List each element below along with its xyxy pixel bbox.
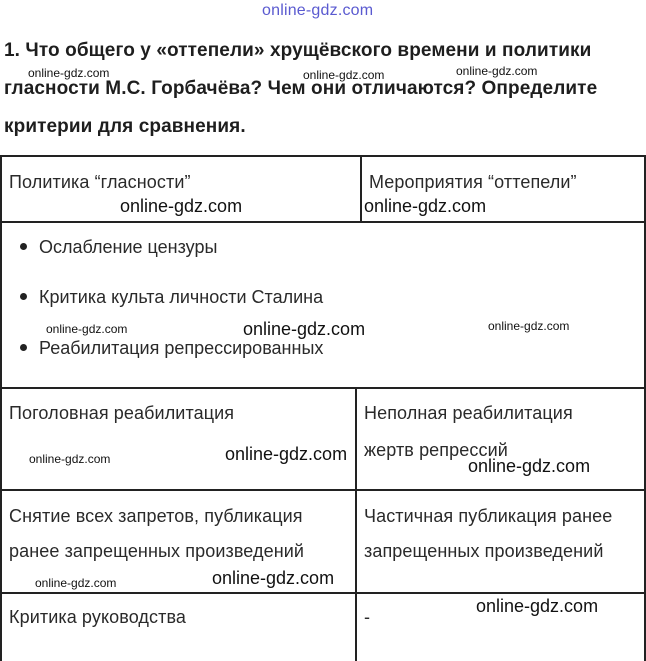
watermark: online-gdz.com	[225, 444, 348, 464]
watermark: online-gdz.com	[120, 196, 243, 216]
table-border	[0, 387, 646, 389]
row2-right-line1: Частичная публикация ранее	[364, 506, 613, 526]
header-glasnost: Политика “гласности”	[9, 172, 191, 192]
table-border	[0, 592, 646, 594]
row1-right-line2: жертв репрессий	[364, 440, 508, 460]
table-border	[0, 155, 2, 661]
header-thaw: Мероприятия “оттепели”	[369, 172, 577, 192]
list-item	[20, 237, 217, 258]
table-border	[0, 221, 646, 223]
watermark: online-gdz.com	[303, 68, 385, 82]
bullet-icon	[20, 293, 27, 300]
table-border	[0, 155, 646, 157]
row1-right-line1: Неполная реабилитация	[364, 403, 573, 423]
question-line-2: гласности М.С. Горбачёва? Чем они отличаются? Определите	[4, 78, 598, 99]
row2-left-line2: ранее запрещенных произведений	[9, 541, 305, 561]
bullet-icon	[20, 344, 27, 351]
row2-right-line2: запрещенных произведений	[364, 541, 604, 561]
list-item	[20, 338, 323, 359]
watermark: online-gdz.com	[468, 456, 591, 476]
table-border	[355, 387, 357, 661]
watermark: online-gdz.com	[29, 452, 111, 466]
row1-left: Поголовная реабилитация	[9, 403, 235, 423]
watermark: online-gdz.com	[28, 66, 110, 80]
row3-left: Критика руководства	[9, 607, 187, 627]
row3-right: -	[364, 607, 371, 627]
table-border	[0, 489, 646, 491]
common-item-text: Критика культа личности Сталина	[39, 287, 324, 307]
header-watermark: online-gdz.com	[262, 2, 374, 19]
common-item-text: Реабилитация репрессированных	[39, 338, 324, 358]
list-item	[20, 287, 323, 308]
question-line-3: критерии для сравнения.	[4, 116, 246, 137]
bullet-icon	[20, 243, 27, 250]
watermark: online-gdz.com	[476, 596, 599, 616]
table-border	[360, 155, 362, 223]
watermark: online-gdz.com	[364, 196, 487, 216]
watermark: online-gdz.com	[456, 64, 538, 78]
question-line-1: 1. Что общего у «оттепели» хрущёвского времени и политики	[4, 40, 592, 61]
watermark: online-gdz.com	[212, 568, 335, 588]
watermark: online-gdz.com	[35, 576, 117, 590]
row2-left-line1: Снятие всех запретов, публикация	[9, 506, 303, 526]
watermark: online-gdz.com	[488, 319, 570, 333]
watermark: online-gdz.com	[46, 322, 128, 336]
watermark: online-gdz.com	[243, 319, 366, 339]
common-item-text: Ослабление цензуры	[39, 237, 218, 257]
